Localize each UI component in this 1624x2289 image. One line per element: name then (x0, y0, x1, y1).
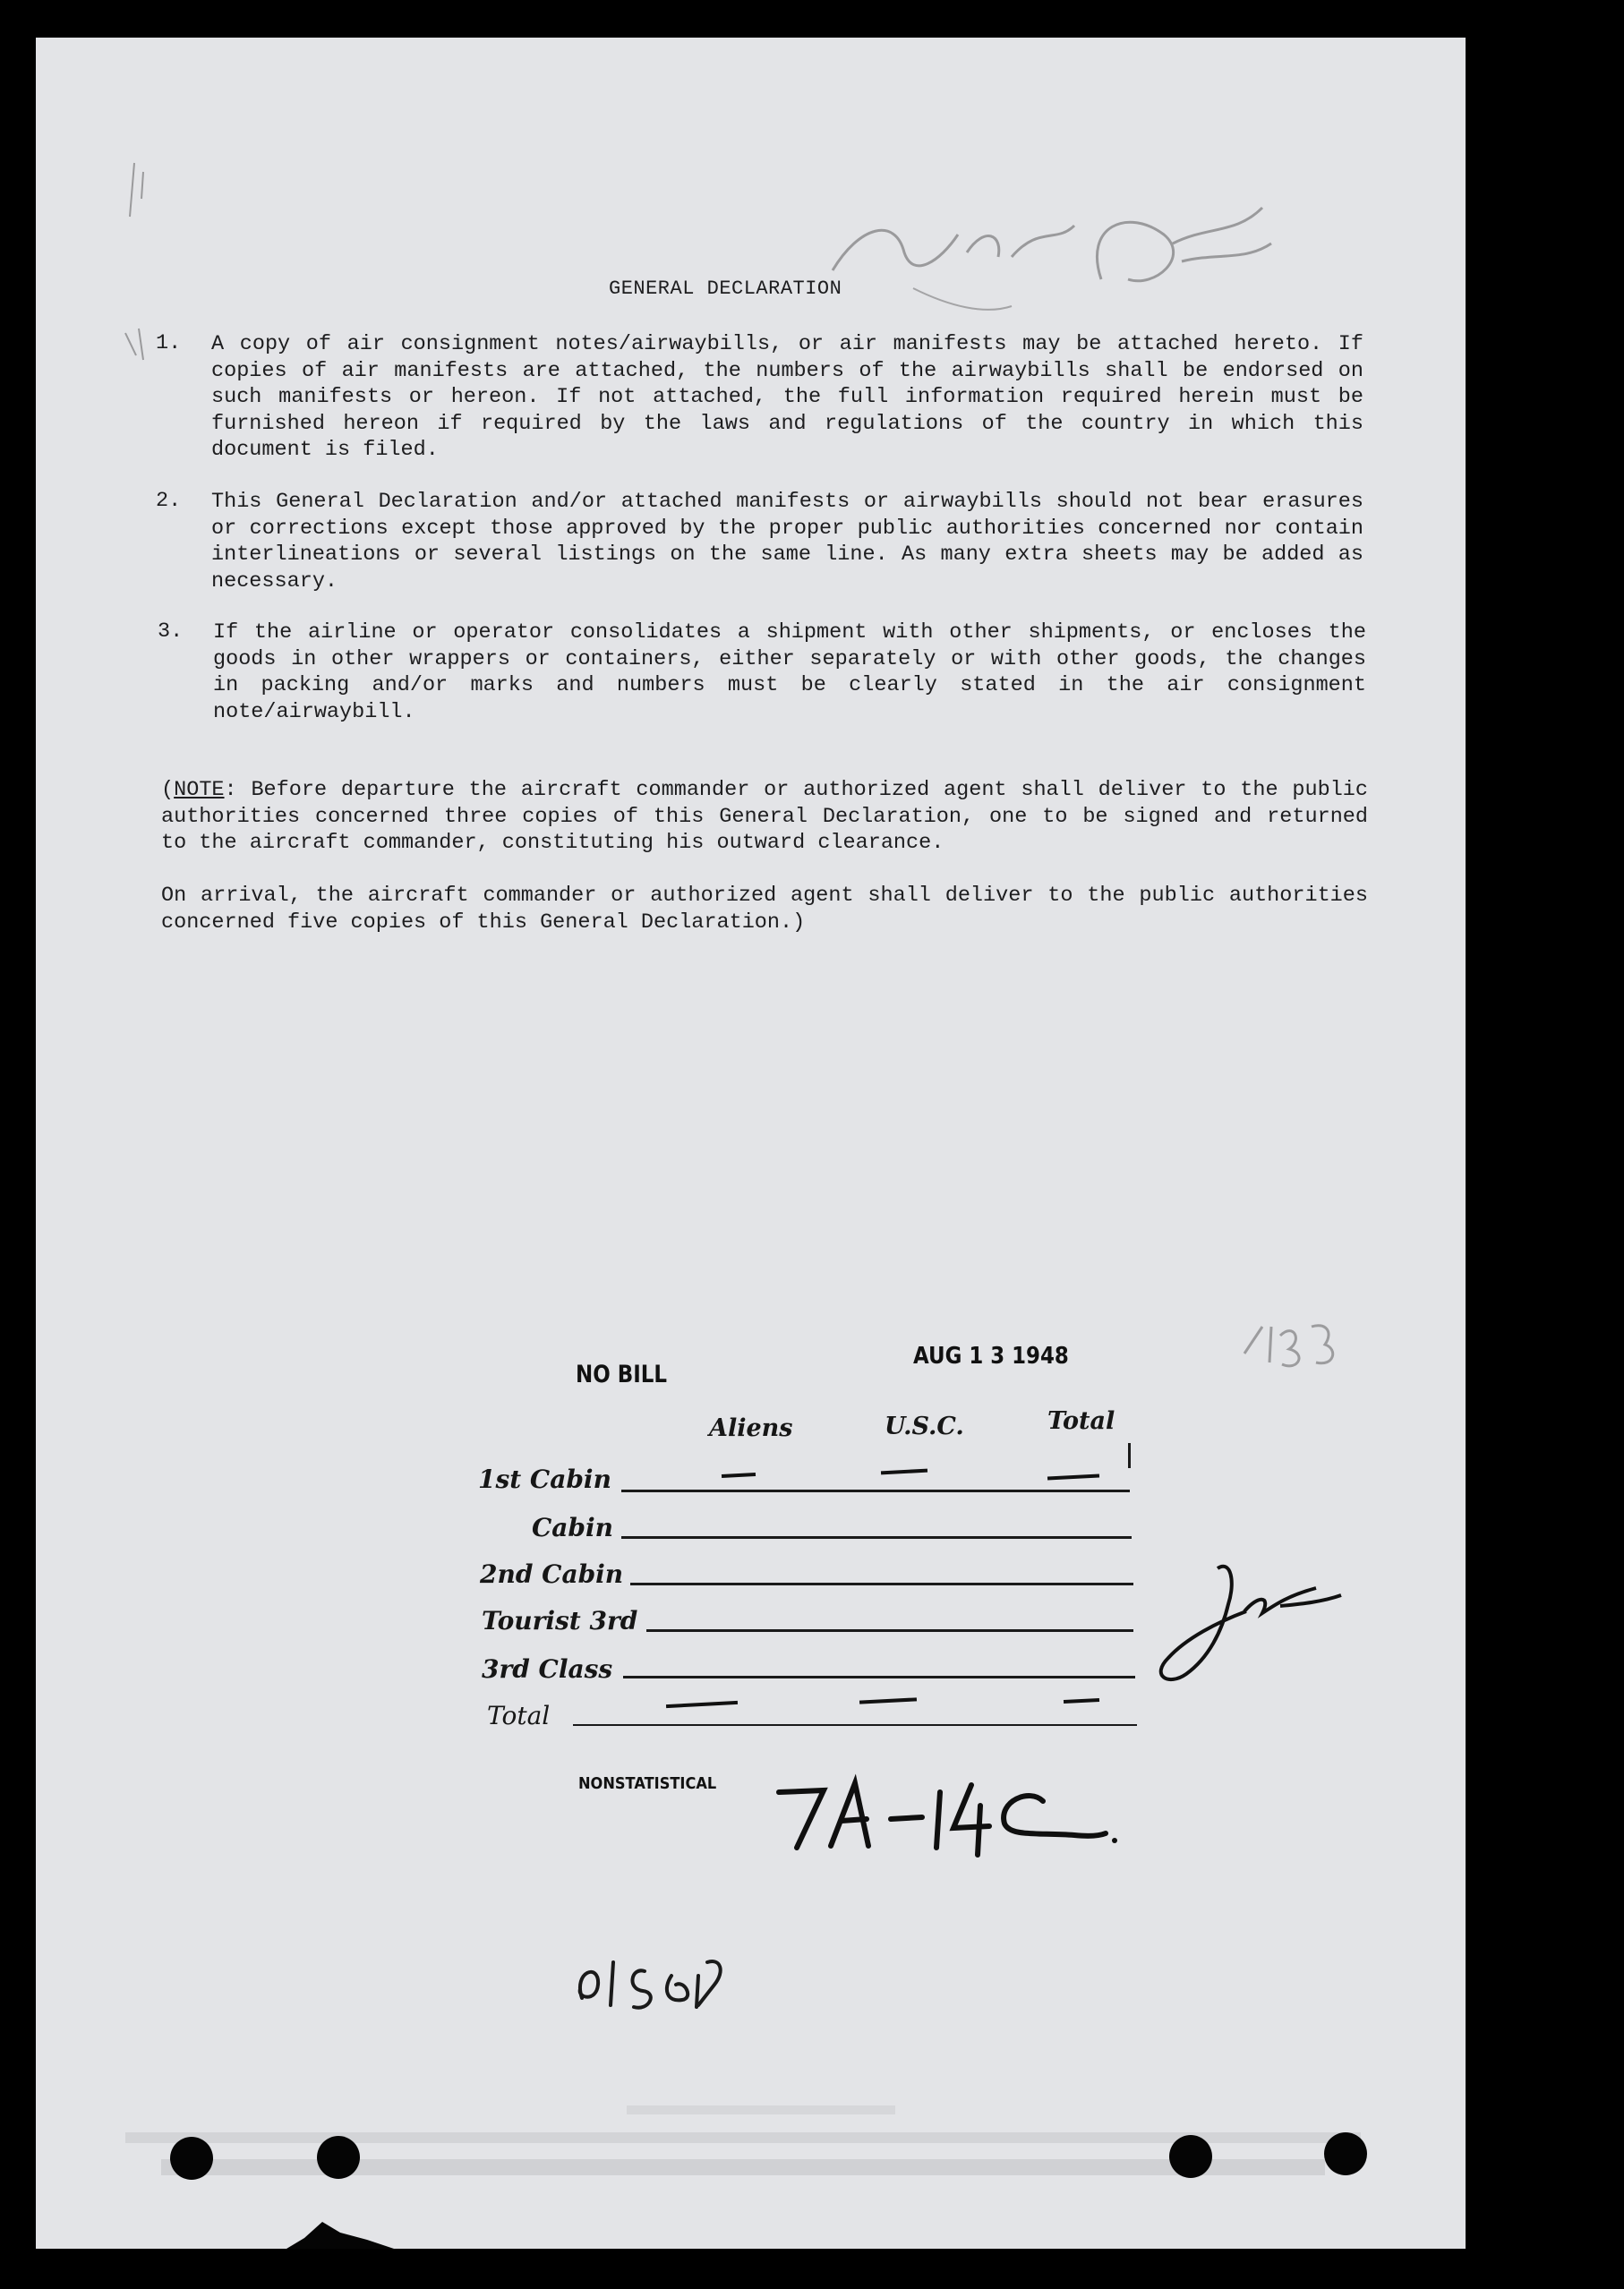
punch-hole (1169, 2135, 1212, 2178)
torn-edge (286, 2213, 394, 2249)
note-open-paren: ( (161, 778, 175, 802)
item-number: 2. (156, 489, 182, 513)
row-label-3rd-class: 3rd Class (482, 1654, 613, 1684)
nil-dash (666, 1701, 738, 1708)
document-page (36, 38, 1466, 2249)
row-line (621, 1536, 1132, 1539)
row-label-1st-cabin: 1st Cabin (478, 1465, 611, 1494)
bleed-through-text (72, 2097, 1415, 2195)
item-text: If the airline or operator consolidates a shipment with other shipments, or encloses the goods in other wrappers or containers, either separately or with other goods, the changes in packing and/or marks and numbers must be clearly stated in the air consignment note/airwaybill. (213, 620, 1366, 724)
faint-margin-marks (90, 145, 197, 414)
row-label-tourist-3rd: Tourist 3rd (482, 1606, 638, 1636)
column-header-total: Total (1047, 1407, 1115, 1435)
side-handwritten-number (1227, 1300, 1352, 1398)
row-line (630, 1583, 1133, 1585)
punch-hole (1324, 2132, 1367, 2175)
faint-handwriting-top (788, 172, 1289, 324)
item-number: 1. (156, 331, 182, 355)
row-label-total: Total (487, 1701, 551, 1730)
item-text: This General Declaration and/or attached manifests or airwaybills should not bear erasures or corrections except those approved by the proper public authorities concerned nor contain interlineations or several listings on the same line. As many extra sheets may be added as necessary. (211, 490, 1363, 594)
nil-dash (1047, 1473, 1099, 1480)
row-line (646, 1629, 1133, 1632)
bottom-mark-text: SI S2d (564, 1935, 568, 1936)
row-label-2nd-cabin: 2nd Cabin (480, 1559, 624, 1589)
stamp-date: AUG 1 3 1948 (913, 1343, 1069, 1370)
note-label: NOTE (174, 778, 225, 802)
item-text: A copy of air consignment notes/airwaybills, or air manifests may be attached hereto. If copies of air manifests are attached, the numbers of the airwaybills shall be endorsed on such manifests or hereon. If not attached, the full information required herein must be furnished hereon if required by the laws and regulations of the country in which this document is filed. (211, 332, 1363, 462)
bottom-handwritten-mark (564, 1935, 779, 2016)
row-line (623, 1676, 1135, 1678)
row-label-cabin: Cabin (532, 1513, 613, 1542)
item-number: 3. (158, 619, 184, 644)
column-header-aliens: Aliens (709, 1414, 793, 1442)
punch-hole (170, 2137, 213, 2180)
column-header-usc: U.S.C. (885, 1413, 964, 1440)
nil-dash (1064, 1698, 1099, 1704)
row-line (573, 1724, 1137, 1726)
handwritten-code (770, 1765, 1146, 1864)
nil-dash (881, 1469, 927, 1475)
nonstatistical-stamp: NONSTATISTICAL (578, 1774, 717, 1793)
punch-hole (317, 2136, 360, 2179)
arrival-paragraph: On arrival, the aircraft commander or authorized agent shall deliver to the public authorities concerned five copies of this General Declaration.) (161, 884, 1368, 935)
initials-signature (1146, 1533, 1352, 1694)
no-bill-stamp: NO BILL (576, 1361, 667, 1388)
nil-dash (859, 1697, 917, 1704)
row-line (621, 1490, 1130, 1492)
note-text: : Before departure the aircraft commander or authorized agent shall deliver to the public authorities concerned three copies of this General Declaration, one to be signed and returned to the aircraft commander, constituting his outward clearance. (161, 778, 1368, 855)
note-paragraph (161, 777, 1368, 857)
document-title: GENERAL DECLARATION (609, 278, 842, 300)
nil-dash (722, 1473, 756, 1478)
handwritten-code-text: 7A-14C (770, 1765, 774, 1766)
bracket-mark (1128, 1443, 1131, 1468)
